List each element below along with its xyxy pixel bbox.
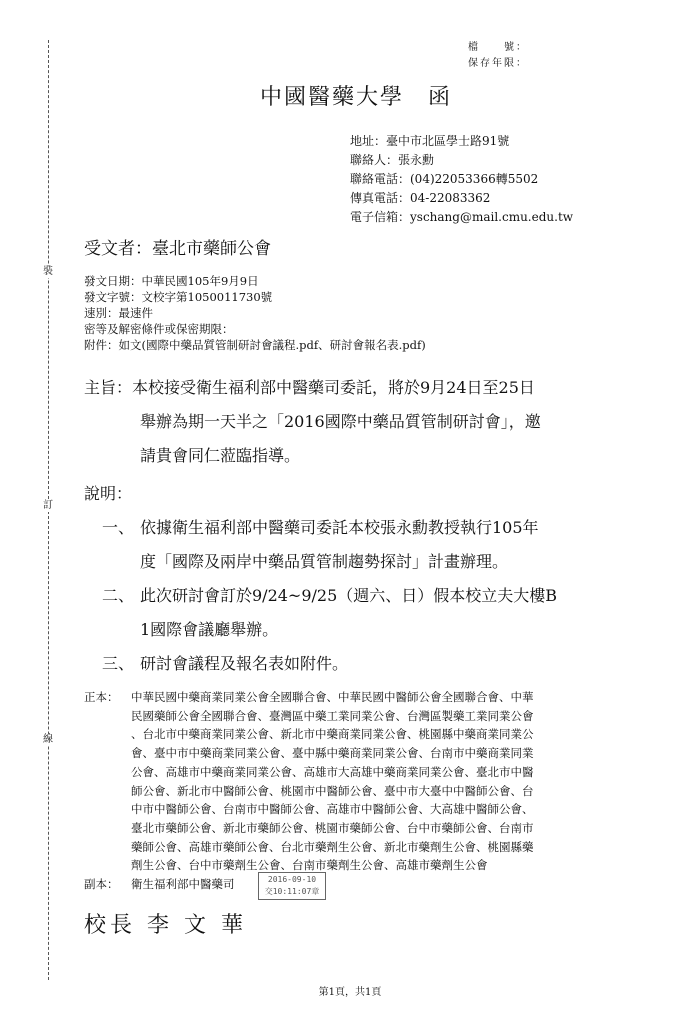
receipt-stamp-time: 交10:11:07章 <box>264 887 320 896</box>
subject-line-2: 舉辦為期一天半之「2016國際中藥品質管制研討會」，邀 <box>140 412 541 431</box>
original-recipients-line: 中華民國中藥商業同業公會全國聯合會、中華民國中醫師公會全國聯合會、中華 <box>131 690 534 704</box>
subject-line-3: 請貴會同仁蒞臨指導。 <box>140 446 301 465</box>
explanation-item-3-number: 三、 <box>102 654 135 673</box>
attachments: 附件：如文(國際中藥品質管制研討會議程.pdf、研討會報名表.pdf) <box>84 338 426 352</box>
original-recipients-list <box>131 688 617 875</box>
contact-block <box>350 132 573 227</box>
signature: 校長 李 文 華 <box>84 913 247 938</box>
original-recipients-line: 中市中醫師公會、台南市中醫師公會、高雄市中醫師公會、大高雄中醫師公會、 <box>131 802 534 817</box>
original-recipients-line: 藥師公會、高雄市藥師公會、台北市藥劑生公會、新北市藥劑生公會、桃園縣藥 <box>131 839 534 854</box>
binding-char-xian: 線 <box>43 734 53 745</box>
recipient: 受文者：臺北市藥師公會 <box>84 239 271 259</box>
explanation-item-2-line-1: 此次研討會訂於9/24~9/25（週六、日）假本校立夫大樓B <box>140 586 558 605</box>
original-recipients-line: 公會、高雄市中藥商業同業公會、高雄市大高雄中藥商業同業公會、臺北市中醫 <box>131 764 534 779</box>
explanation-item-1-number: 一、 <box>102 518 135 537</box>
explanation-label: 說明： <box>84 484 133 503</box>
original-recipients-line: 、台北市中藥商業同業公會、新北市中藥商業同業公會、桃園縣中藥商業同業公 <box>131 727 534 742</box>
original-recipients-line: 師公會、新北市中醫師公會、桃園市中醫師公會、臺中市大臺中中醫師公會、台 <box>131 783 534 798</box>
explanation-item-3-line-1: 研討會議程及報名表如附件。 <box>140 654 349 673</box>
explanation-item-2-number: 二、 <box>102 586 135 605</box>
page-footer: 第1頁，共1頁 <box>318 987 382 998</box>
copy-recipients-text: 衛生福利部中醫藥司 <box>131 877 235 891</box>
original-recipients-line: 民國藥師公會全國聯合會、臺灣區中藥工業同業公會、台灣區製藥工業同業公會 <box>131 708 534 723</box>
document-title: 中國醫藥大學 函 <box>260 85 453 110</box>
binding-char-zhuang: 裝 <box>43 266 53 277</box>
original-recipients <box>84 688 624 878</box>
contact-phone: 聯絡電話：(04)22053366轉5502 <box>350 172 539 186</box>
receipt-stamp <box>258 872 326 900</box>
copy-recipients-label: 副本： <box>84 877 119 891</box>
contact-address: 地址：臺中市北區學士路91號 <box>350 134 510 148</box>
retention-period-label: 保存年限： <box>468 58 528 69</box>
subject-line-1: 主旨：本校接受衛生福利部中醫藥司委託，將於9月24日至25日 <box>84 378 535 397</box>
contact-email: 電子信箱：yschang@mail.cmu.edu.tw <box>350 210 574 224</box>
document-meta <box>84 273 426 353</box>
explanation-item-2-line-2: 1國際會議廳舉辦。 <box>140 620 279 639</box>
original-recipients-label: 正本： <box>84 690 119 704</box>
urgency: 速別：最速件 <box>84 306 153 320</box>
original-recipients-line: 會、臺中市中藥商業同業公會、臺中縣中藥商業同業公會、台南市中藥商業同業 <box>131 746 534 761</box>
file-number-label: 檔 號： <box>468 42 528 53</box>
binding-char-ding: 訂 <box>43 500 53 511</box>
contact-person: 聯絡人：張永勳 <box>350 153 435 167</box>
explanation-item-1-line-1: 依據衛生福利部中醫藥司委託本校張永勳教授執行105年 <box>140 518 539 537</box>
original-recipients-line: 劑生公會、台中市藥劑生公會、台南市藥劑生公會、高雄市藥劑生公會 <box>131 858 488 873</box>
security-level: 密等及解密條件或保密期限： <box>84 322 234 336</box>
explanation-item-1-line-2: 度「國際及兩岸中藥品質管制趨勢探討」計畫辦理。 <box>140 552 509 571</box>
issue-date: 發文日期：中華民國105年9月9日 <box>84 274 259 288</box>
original-recipients-line: 臺北市藥師公會、新北市藥師公會、桃園市藥師公會、台中市藥師公會、台南市 <box>131 820 534 835</box>
contact-fax: 傳真電話：04-22083362 <box>350 191 491 205</box>
document-number: 發文字號：文校字第1050011730號 <box>84 290 273 304</box>
receipt-stamp-date: 2016-09-10 <box>267 875 317 884</box>
